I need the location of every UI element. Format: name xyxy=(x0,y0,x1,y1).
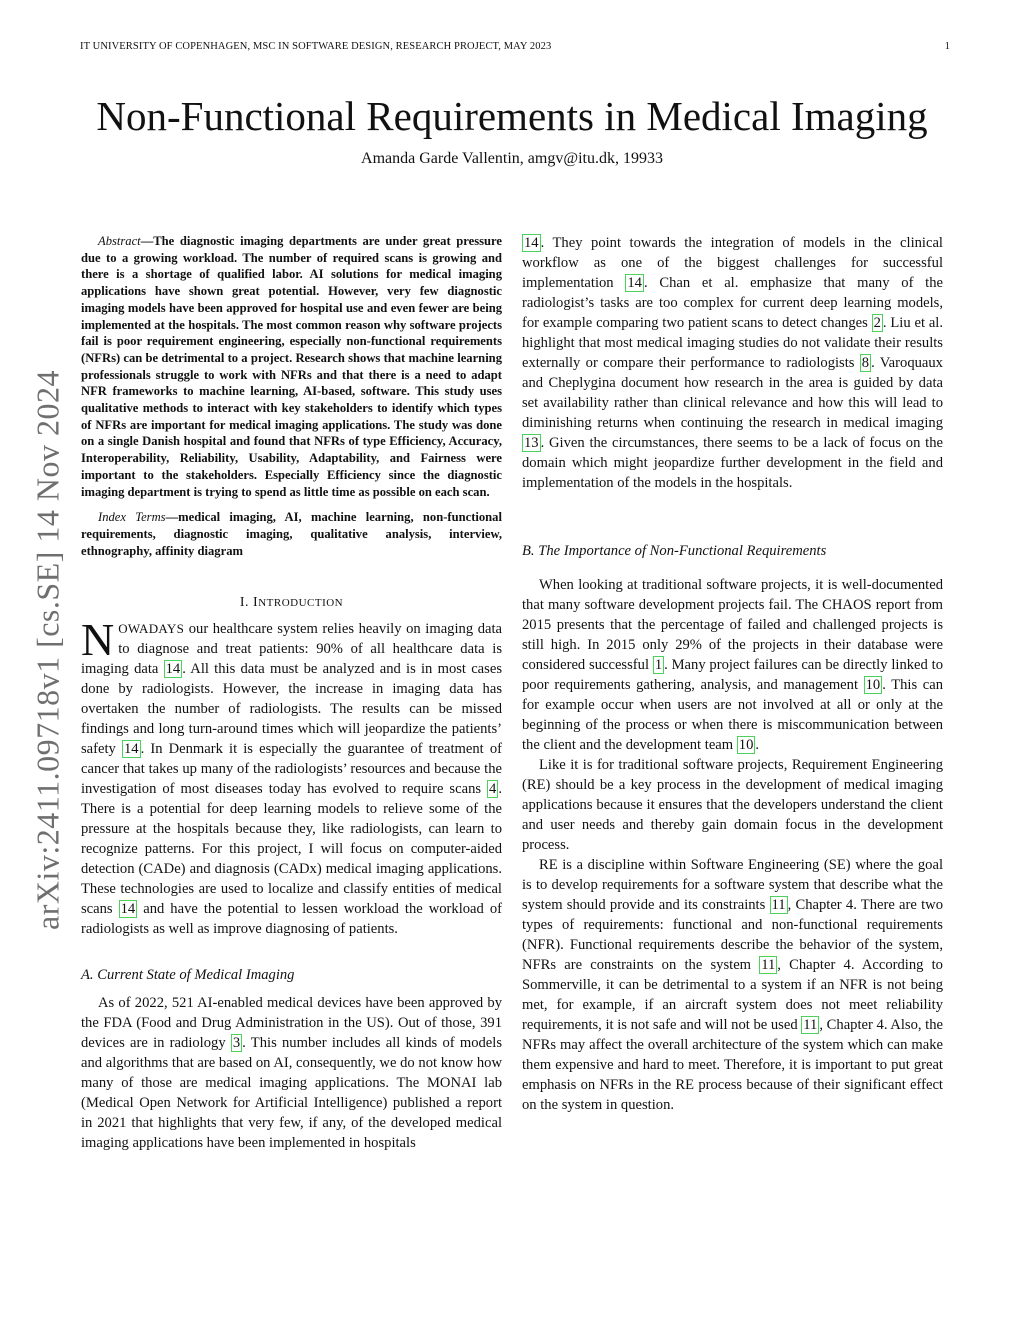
drop-cap: N xyxy=(81,614,115,666)
citation-link[interactable]: 10 xyxy=(738,737,754,753)
subsection-heading-nfr-importance: B. The Importance of Non-Functional Requirements xyxy=(522,543,827,559)
lead-word: OWADAYS xyxy=(118,621,185,637)
citation-link[interactable]: 4 xyxy=(489,781,497,798)
citation-link[interactable]: 14 xyxy=(165,661,181,678)
left-column xyxy=(81,233,502,1153)
page-number: 1 xyxy=(944,41,950,52)
citation-link[interactable]: 8 xyxy=(861,355,870,371)
nfr-paragraph-3: RE is a discipline within Software Engineering (SE) where the goal is to develop requirements for a software system that describe what the system should provide and its constraints 11 , Chapter 4. There are two types of requirements: functional and non-functional requirements (NFR). Functional requirements describe the behavior of the system, NFRs are constraints on the system 11 , Chapter 4. According to Sommerville, it can be detrimental to a system if an NFR is not being met, for example, if an aircraft system does not meet reliability requirements, it is not safe and will not be used 11 , Chapter 4. Also, the NFRs may affect the overall architecture of the system which can make them expensive and hard to meet. Therefore, it is important to put great emphasis on NFRs in the RE process because of their significant effect on the system in question. xyxy=(522,857,944,1113)
citation-link[interactable]: 1 xyxy=(654,657,663,673)
citation-link[interactable]: 14 xyxy=(120,901,136,918)
paper-title: Non-Functional Requirements in Medical Imaging xyxy=(96,93,928,139)
current-state-paragraph: As of 2022, 521 AI-enabled medical devices have been approved by the FDA (Food and Drug Administration in the US). Out of those, 391 devices are in radiology 3 . This number includes all kinds of models and algorithms that are based on AI, consequently, we do not know how many of those are medical imaging applications. The MONAI lab (Medical Open Network for Artificial Intelligence) published a report in 2021 that highlights that very few, if any, of the developed medical imaging applications have been implemented in hospitals xyxy=(81,995,503,1152)
nfr-paragraph-1: When looking at traditional software projects, it is well-documented that many software development projects fail. The CHAOS report from 2015 presents that the percentage of failed and challenged projects is still high. In 2015 only 29% of the projects in their database were considered successful 1 . Many project failures can be directly linked to poor requirements gathering, analysis, and management 10 . This can for example occur when users are not involved at all or only at the beginning of the process or when there is miscommunication between the client and the development team 10 . xyxy=(522,577,943,753)
index-terms-label: Index Terms xyxy=(98,510,166,525)
intro-paragraph: NOWADAYS our healthcare system relies heavily on imaging data to diagnose and treat patients: 90% of all healthcare data is imaging data 14 . All this data must be analyzed and is in most cases done by radiologists. However, the increase in imaging data has overtaken the number of radiologists. The results can be missed findings and long turn-around times which will jeopardize the patients’ safety 14 . In Denmark it is especially the guarantee of treatment of cancer that takes up many of the radiologists’ resources and because the investigation of most diseases today has evolved to require scans 4 . There is a potential for deep learning models to relieve some of the pressure at the hospitals because they, like radiologists, can learn to recognize patterns. For this project, I will focus on computer-aided detection (CADe) and diagnosis (CADx) medical imaging applications. These technologies are used to localize and classify entities of medical scans 14 and have the potential to lessen workload the workload of radiologists as well as improve diagnosing of patients. xyxy=(81,614,502,938)
author-line: Amanda Garde Vallentin, amgv@itu.dk, 19933 xyxy=(361,150,663,167)
arxiv-id: arXiv:2411.09718v1 [cs.SE] 14 Nov 2024 xyxy=(29,370,66,930)
citation-link[interactable]: 10 xyxy=(865,677,881,693)
citation-link[interactable]: 2 xyxy=(873,315,881,331)
index-terms xyxy=(81,509,502,559)
abstract-text: —The diagnostic imaging departments are under great pressure due to a growing workload. The number of required scans is growing and there is a shortage of qualified labor. AI solutions for medical imaging applications have shown great potential. However, very few diagnostic imaging models have been approved for hospital use and even fewer are being implemented at the hospitals. The most common reason why software projects fail is poor requirement engineering, especially non-functional requirements (NFRs) can be detrimental to a project. Research shows that machine learning professionals struggle to work with NFRs and that there is a need to adapt NFR frameworks to machine learning, AI-based, software. This study uses qualitative methods to interact with key stakeholders to identify which types of NFRs are important for medical imaging applications. The study was done on a single Danish hospital and found that NFRs of type Efficiency, Accuracy, Interoperability, Reliability, Usability, Adaptability, and Fairness were important to the stakeholders. Especially Efficiency since the diagnostic imaging department is trying to spend as little time as possible on each scan. xyxy=(81,234,502,499)
citation-link[interactable]: 13 xyxy=(524,435,539,451)
subsection-heading-current-state: A. Current State of Medical Imaging xyxy=(81,967,295,984)
section-numeral: I. xyxy=(239,595,250,611)
right-column xyxy=(522,233,943,1115)
index-terms-text: —medical imaging, AI, machine learning, non-functional requirements, diagnostic imaging, qualitative analysis, interview, ethnography, affinity diagram xyxy=(81,510,502,558)
citation-link[interactable]: 14 xyxy=(627,275,642,291)
citation-link[interactable]: 11 xyxy=(771,897,786,913)
citation-link[interactable]: 11 xyxy=(803,1017,818,1033)
citation-link[interactable]: 14 xyxy=(123,741,139,758)
abstract xyxy=(81,233,502,500)
running-header xyxy=(80,41,950,52)
section-title-initial: I xyxy=(253,595,259,611)
citation-link[interactable]: 14 xyxy=(524,235,539,251)
arxiv-watermark xyxy=(28,350,68,950)
current-state-paragraph-continued: 14 . They point towards the integration of models in the clinical workflow as one of the biggest challenges for successful implementation 14 . Chan et al. emphasize that many of the radiologist’s tasks are too complex for current deep learning models, for example comparing two patient scans to detect changes 2 . Liu et al. highlight that most medical imaging studies do not validate their results externally or compare their performance to radiologists 8 . Varoquaux and Cheplygina document how research in the area is guided by data set availability rather than clinical relevance and how this will lead to diminishing returns when continuing the research in medical imaging 13 . Given the circumstances, there seems to be a lack of focus on the domain which might jeopardize further development in the field and implementation of the models in the hospitals. xyxy=(522,235,944,491)
citation-link[interactable]: 11 xyxy=(761,957,776,973)
section-title-rest: NTRODUCTION xyxy=(258,597,344,610)
nfr-paragraph-2: Like it is for traditional software projects, Requirement Engineering (RE) should be a key process in the development of medical imaging applications because it ensures that the developers understand the client and user needs and thereby gain domain focus in the development process. xyxy=(522,757,943,853)
abstract-label: Abstract xyxy=(98,234,141,248)
running-title: IT UNIVERSITY OF COPENHAGEN, MSC IN SOFTWARE DESIGN, RESEARCH PROJECT, MAY 2023 xyxy=(80,41,552,52)
citation-link[interactable]: 3 xyxy=(232,1035,241,1052)
section-heading-introduction xyxy=(81,593,502,613)
